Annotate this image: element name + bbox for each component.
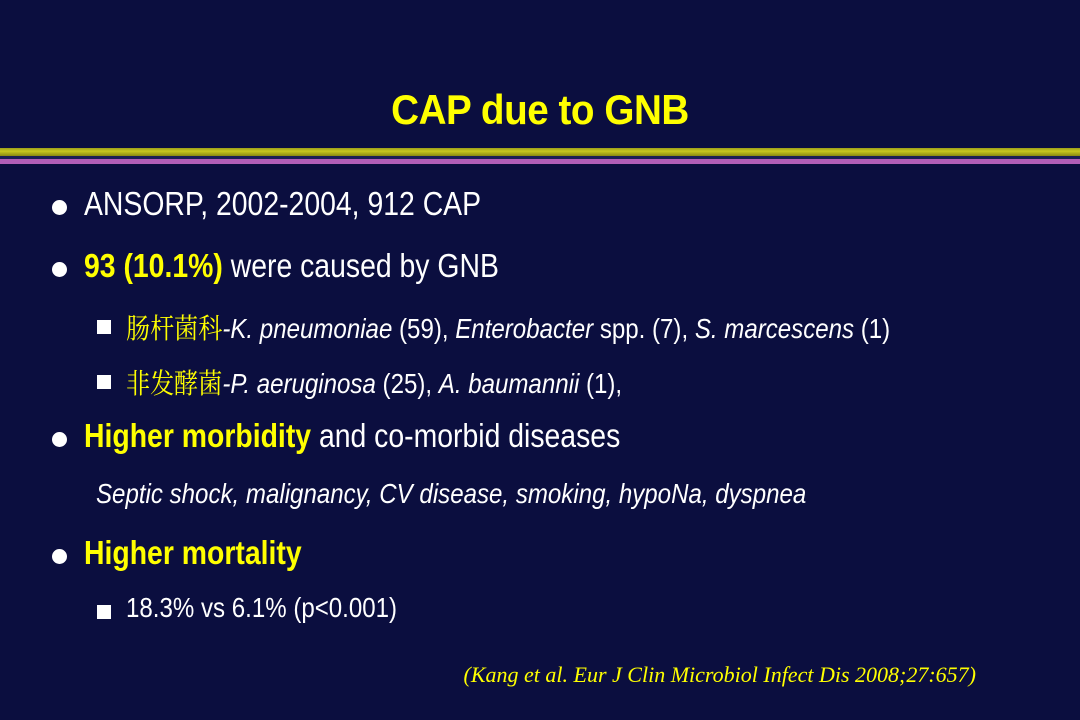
bullet-morbidity xyxy=(84,417,620,455)
dash-separator: - xyxy=(222,313,231,344)
morbidity-detail xyxy=(96,478,806,510)
bullet-dot-icon xyxy=(52,262,67,277)
species-k-pneumoniae: K. pneumoniae xyxy=(230,313,393,344)
gnb-cases-text: were caused by GNB xyxy=(222,247,499,284)
dash-separator: - xyxy=(222,368,231,399)
sub-bullet-square-icon xyxy=(97,320,111,334)
mortality-highlight: Higher mortality xyxy=(84,534,302,571)
slide-title: CAP due to GNB xyxy=(391,86,689,133)
mortality-stats-text: 18.3% vs 6.1% (p<0.001) xyxy=(126,592,398,623)
sub-bullet-non-fermenters xyxy=(126,362,622,402)
bullet-ansorp xyxy=(84,185,481,223)
title-rule-yellow xyxy=(0,148,1080,156)
bullet-ansorp-text: ANSORP, 2002-2004, 912 CAP xyxy=(84,185,482,222)
count-s-marcescens: (1) xyxy=(854,313,891,344)
bullet-dot-icon xyxy=(52,200,67,215)
enterobacteriaceae-label: 肠杆菌科 xyxy=(126,312,223,345)
sub-bullet-square-icon xyxy=(97,375,111,389)
bullet-gnb-cases xyxy=(84,247,499,285)
bullet-mortality xyxy=(84,534,302,572)
species-enterobacter: Enterobacter xyxy=(455,313,594,344)
morbidity-text: and co-morbid diseases xyxy=(311,417,621,454)
count-p-aeruginosa: (25), xyxy=(375,368,439,399)
citation: (Kang et al. Eur J Clin Microbiol Infect Dis 2008;27:657) xyxy=(463,662,976,687)
sub-bullet-square-icon xyxy=(97,605,111,619)
sub-bullet-enterobacteriaceae xyxy=(126,307,890,347)
title-rule-purple xyxy=(0,159,1080,164)
bullet-dot-icon xyxy=(52,432,67,447)
morbidity-detail-text: Septic shock, malignancy, CV disease, smoking, hypoNa, dyspnea xyxy=(96,478,807,509)
species-s-marcescens: S. marcescens xyxy=(694,313,855,344)
species-p-aeruginosa: P. aeruginosa xyxy=(230,368,376,399)
count-enterobacter: spp. (7), xyxy=(593,313,695,344)
count-k-pneumoniae: (59), xyxy=(392,313,456,344)
morbidity-highlight: Higher morbidity xyxy=(84,417,312,454)
sub-bullet-mortality-stats xyxy=(126,592,397,624)
count-a-baumannii: (1), xyxy=(579,368,623,399)
non-fermenters-label: 非发酵菌 xyxy=(126,367,223,400)
bullet-dot-icon xyxy=(52,549,67,564)
species-a-baumannii: A. baumannii xyxy=(438,368,580,399)
gnb-cases-highlight: 93 (10.1%) xyxy=(84,247,223,284)
